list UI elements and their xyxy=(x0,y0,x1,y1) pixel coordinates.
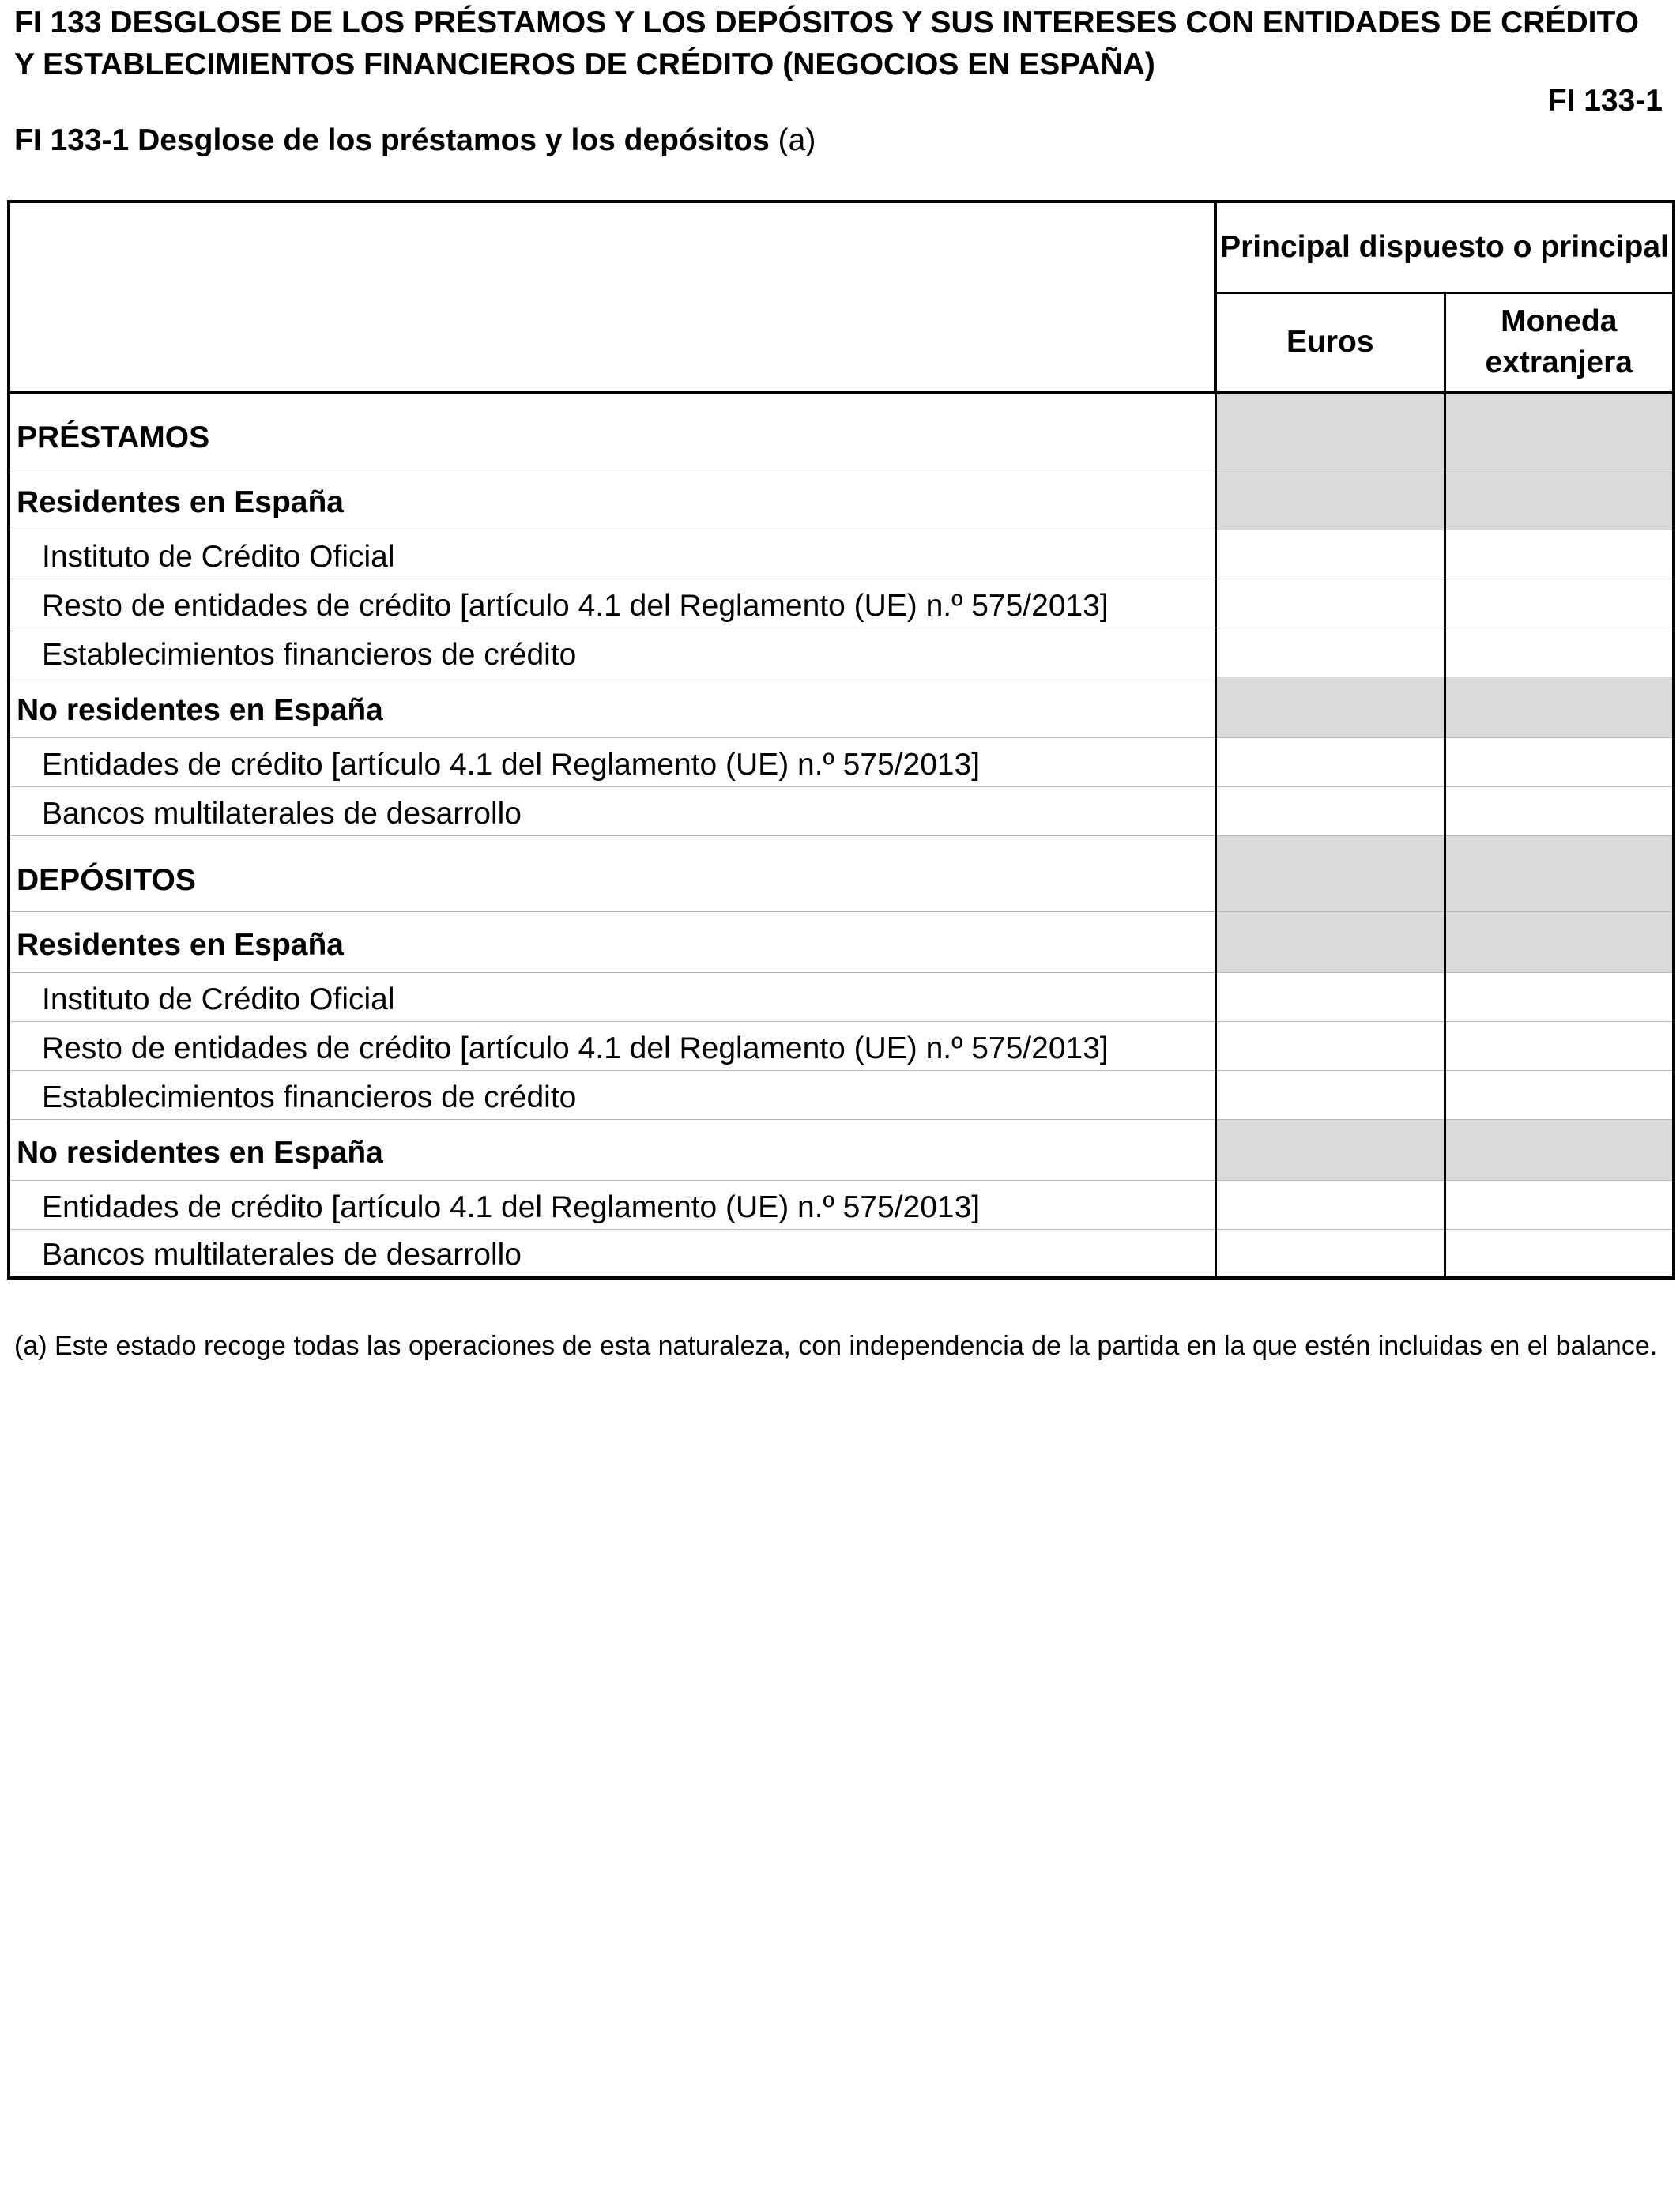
table-row xyxy=(9,1119,1674,1180)
euros-input-cell[interactable] xyxy=(1215,579,1445,628)
euros-cell-shaded xyxy=(1215,469,1445,530)
row-label: Instituto de Crédito Oficial xyxy=(9,530,1215,579)
euros-cell-shaded xyxy=(1215,1119,1445,1180)
euros-input-cell[interactable] xyxy=(1215,1229,1445,1278)
foreign-currency-input-cell[interactable] xyxy=(1445,1229,1674,1278)
header-euros: Euros xyxy=(1215,292,1445,393)
table-row xyxy=(9,579,1674,628)
euros-cell-shaded xyxy=(1215,677,1445,737)
foreign-currency-input-cell[interactable] xyxy=(1445,530,1674,579)
table-row xyxy=(9,835,1674,911)
table-row xyxy=(9,530,1674,579)
section-footnote-ref: (a) xyxy=(769,123,816,157)
euros-input-cell[interactable] xyxy=(1215,1180,1445,1229)
header-blank-cell xyxy=(9,202,1215,393)
foreign-currency-input-cell[interactable] xyxy=(1445,786,1674,835)
row-label: Establecimientos financieros de crédito xyxy=(9,1070,1215,1119)
row-label: No residentes en España xyxy=(9,1119,1215,1180)
table-body xyxy=(9,393,1674,1278)
foreign-currency-input-cell[interactable] xyxy=(1445,1021,1674,1070)
table-header xyxy=(9,202,1674,393)
section-title xyxy=(14,121,816,160)
table-row xyxy=(9,628,1674,677)
row-label: Instituto de Crédito Oficial xyxy=(9,972,1215,1021)
euros-input-cell[interactable] xyxy=(1215,530,1445,579)
table-row xyxy=(9,1180,1674,1229)
foreign-currency-cell-shaded xyxy=(1445,393,1674,469)
section-title-text: FI 133-1 Desglose de los préstamos y los depósitos xyxy=(14,123,770,157)
euros-input-cell[interactable] xyxy=(1215,1070,1445,1119)
table-row xyxy=(9,1229,1674,1278)
form-code: FI 133-1 xyxy=(1547,84,1663,118)
euros-cell-shaded xyxy=(1215,835,1445,911)
table-row xyxy=(9,677,1674,737)
foreign-currency-input-cell[interactable] xyxy=(1445,1180,1674,1229)
row-label: Residentes en España xyxy=(9,469,1215,530)
row-label: Residentes en España xyxy=(9,911,1215,972)
table-row xyxy=(9,786,1674,835)
foreign-currency-input-cell[interactable] xyxy=(1445,972,1674,1021)
row-label: Entidades de crédito [artículo 4.1 del Reglamento (UE) n.º 575/2013] xyxy=(9,737,1215,786)
row-label: Resto de entidades de crédito [artículo 4.1 del Reglamento (UE) n.º 575/2013] xyxy=(9,1021,1215,1070)
table-row xyxy=(9,737,1674,786)
table-row xyxy=(9,1070,1674,1119)
table-row xyxy=(9,972,1674,1021)
header-principal: Principal dispuesto o principal xyxy=(1215,202,1674,292)
foreign-currency-input-cell[interactable] xyxy=(1445,1070,1674,1119)
row-label: Bancos multilaterales de desarrollo xyxy=(9,786,1215,835)
row-label: Establecimientos financieros de crédito xyxy=(9,628,1215,677)
foreign-currency-cell-shaded xyxy=(1445,911,1674,972)
euros-input-cell[interactable] xyxy=(1215,1021,1445,1070)
table-row xyxy=(9,469,1674,530)
euros-cell-shaded xyxy=(1215,393,1445,469)
row-label: Resto de entidades de crédito [artículo 4.1 del Reglamento (UE) n.º 575/2013] xyxy=(9,579,1215,628)
foreign-currency-cell-shaded xyxy=(1445,469,1674,530)
table-row xyxy=(9,1021,1674,1070)
row-label: Entidades de crédito [artículo 4.1 del Reglamento (UE) n.º 575/2013] xyxy=(9,1180,1215,1229)
foreign-currency-cell-shaded xyxy=(1445,1119,1674,1180)
breakdown-table xyxy=(7,200,1675,1280)
table-row xyxy=(9,911,1674,972)
foreign-currency-cell-shaded xyxy=(1445,677,1674,737)
foreign-currency-input-cell[interactable] xyxy=(1445,579,1674,628)
row-label: No residentes en España xyxy=(9,677,1215,737)
footnote: (a) Este estado recoge todas las operaciones de esta naturaleza, con independencia de la partida en la que estén incluidas en el balance. xyxy=(14,1331,1658,1361)
euros-cell-shaded xyxy=(1215,911,1445,972)
foreign-currency-cell-shaded xyxy=(1445,835,1674,911)
euros-input-cell[interactable] xyxy=(1215,786,1445,835)
foreign-currency-input-cell[interactable] xyxy=(1445,737,1674,786)
row-label: DEPÓSITOS xyxy=(9,835,1215,911)
document-title: FI 133 DESGLOSE DE LOS PRÉSTAMOS Y LOS DEPÓSITOS Y SUS INTERESES CON ENTIDADES DE CRÉDITO Y ESTABLECIMIENTOS FINANCIEROS DE CRÉDITO (NEGOCIOS EN ESPAÑA) xyxy=(14,6,1639,81)
euros-input-cell[interactable] xyxy=(1215,628,1445,677)
foreign-currency-input-cell[interactable] xyxy=(1445,628,1674,677)
header-foreign-currency: Moneda extranjera xyxy=(1445,292,1674,393)
row-label: PRÉSTAMOS xyxy=(9,393,1215,469)
euros-input-cell[interactable] xyxy=(1215,972,1445,1021)
row-label: Bancos multilaterales de desarrollo xyxy=(9,1229,1215,1278)
euros-input-cell[interactable] xyxy=(1215,737,1445,786)
table-row xyxy=(9,393,1674,469)
